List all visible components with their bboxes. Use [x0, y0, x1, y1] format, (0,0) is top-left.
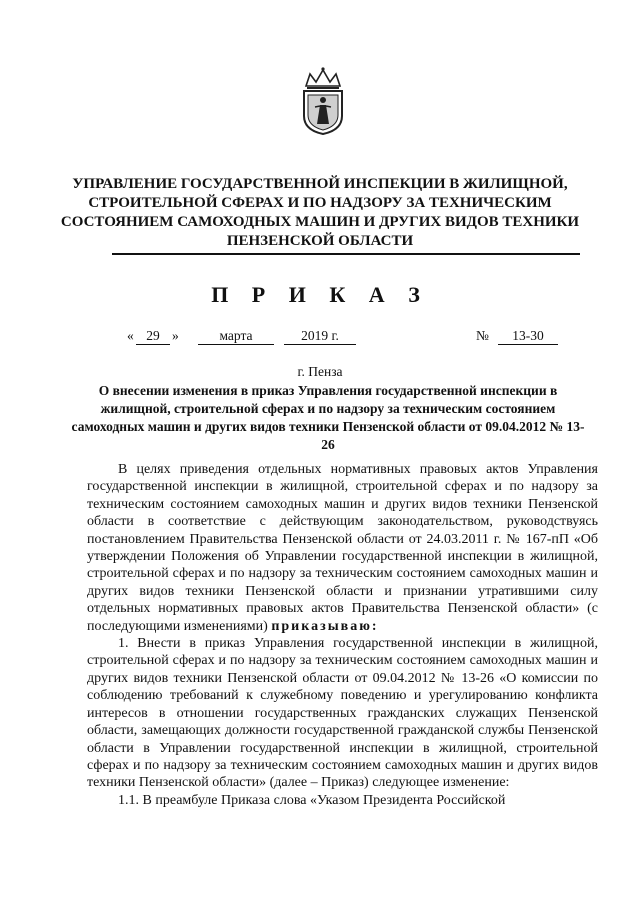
document-heading: О внесении изменения в приказ Управления государственной инспекции в жилищной, строительной сферах и по надзору за техническим состоянием самоходных машин и других видов техники Пензенской области от 09.04.2012 № 13-26 — [71, 383, 585, 452]
body-paragraph-1 — [87, 461, 598, 635]
date-day: 29 — [136, 328, 170, 345]
date-quote-close: » — [172, 328, 179, 343]
header-divider — [112, 253, 580, 255]
coat-of-arms-icon — [296, 66, 350, 136]
order-keyword: приказываю: — [271, 618, 379, 634]
preamble-text: В целях приведения отдельных нормативных правовых актов Управления государственной инспекции в жилищной, строительной сферах и по надзору за техническим состоянием самоходных машин и других видов техники Пензенской области в соответствие с действующим законодательством, руководствуясь постановлением Правительства Пензенской области от 24.03.2011 г. № 167-пП «Об утверждении Положения об Управлении государственной инспекции в жилищной, строительной сферах и по надзору за техническим состоянием самоходных машин и других видов техники Пензенской области и признании утратившими силу отдельных нормативных правовых актов Правительства Пензенской области» (с последующими изменениями) — [87, 462, 598, 634]
document-type-title: П Р И К А З — [211, 282, 429, 307]
date-quote-open: « — [127, 328, 134, 343]
document-number: 13-30 — [498, 328, 558, 345]
date-year: 2019 г. — [284, 328, 356, 345]
document-body — [87, 461, 598, 809]
date-month: марта — [198, 328, 274, 345]
body-paragraph-3: 1.1. В преамбуле Приказа слова «Указом Президента Российской — [118, 792, 506, 808]
organization-name: УПРАВЛЕНИЕ ГОСУДАРСТВЕННОЙ ИНСПЕКЦИИ В ЖИЛИЩНОЙ, СТРОИТЕЛЬНОЙ СФЕРАХ И ПО НАДЗОРУ ЗА ТЕХНИЧЕСКИМ СОСТОЯНИЕМ САМОХОДНЫХ МАШИН И ДРУГИХ ВИДОВ ТЕХНИКИ ПЕНЗЕНСКОЙ ОБЛАСТИ — [60, 176, 580, 249]
body-paragraph-2: 1. Внести в приказ Управления государственной инспекции в жилищной, строительной сферах и по надзору за техническим состоянием самоходных машин и других видов техники Пензенской области от 09.04.2012 № 13-26 «О комиссии по соблюдению требований к служебному поведению и урегулированию конфликта интересов в отношении государственных гражданских служащих Пензенской области, замещающих должности государственной гражданской службы Пензенской области в Управлении государственной инспекции в жилищной, строительной сферах и по надзору за техническим состоянием самоходных машин и других видов техники Пензенской области» (далее – Приказ) следующее изменение: — [87, 636, 598, 791]
number-sign: № — [476, 328, 489, 343]
city-name: г. Пенза — [297, 364, 343, 379]
